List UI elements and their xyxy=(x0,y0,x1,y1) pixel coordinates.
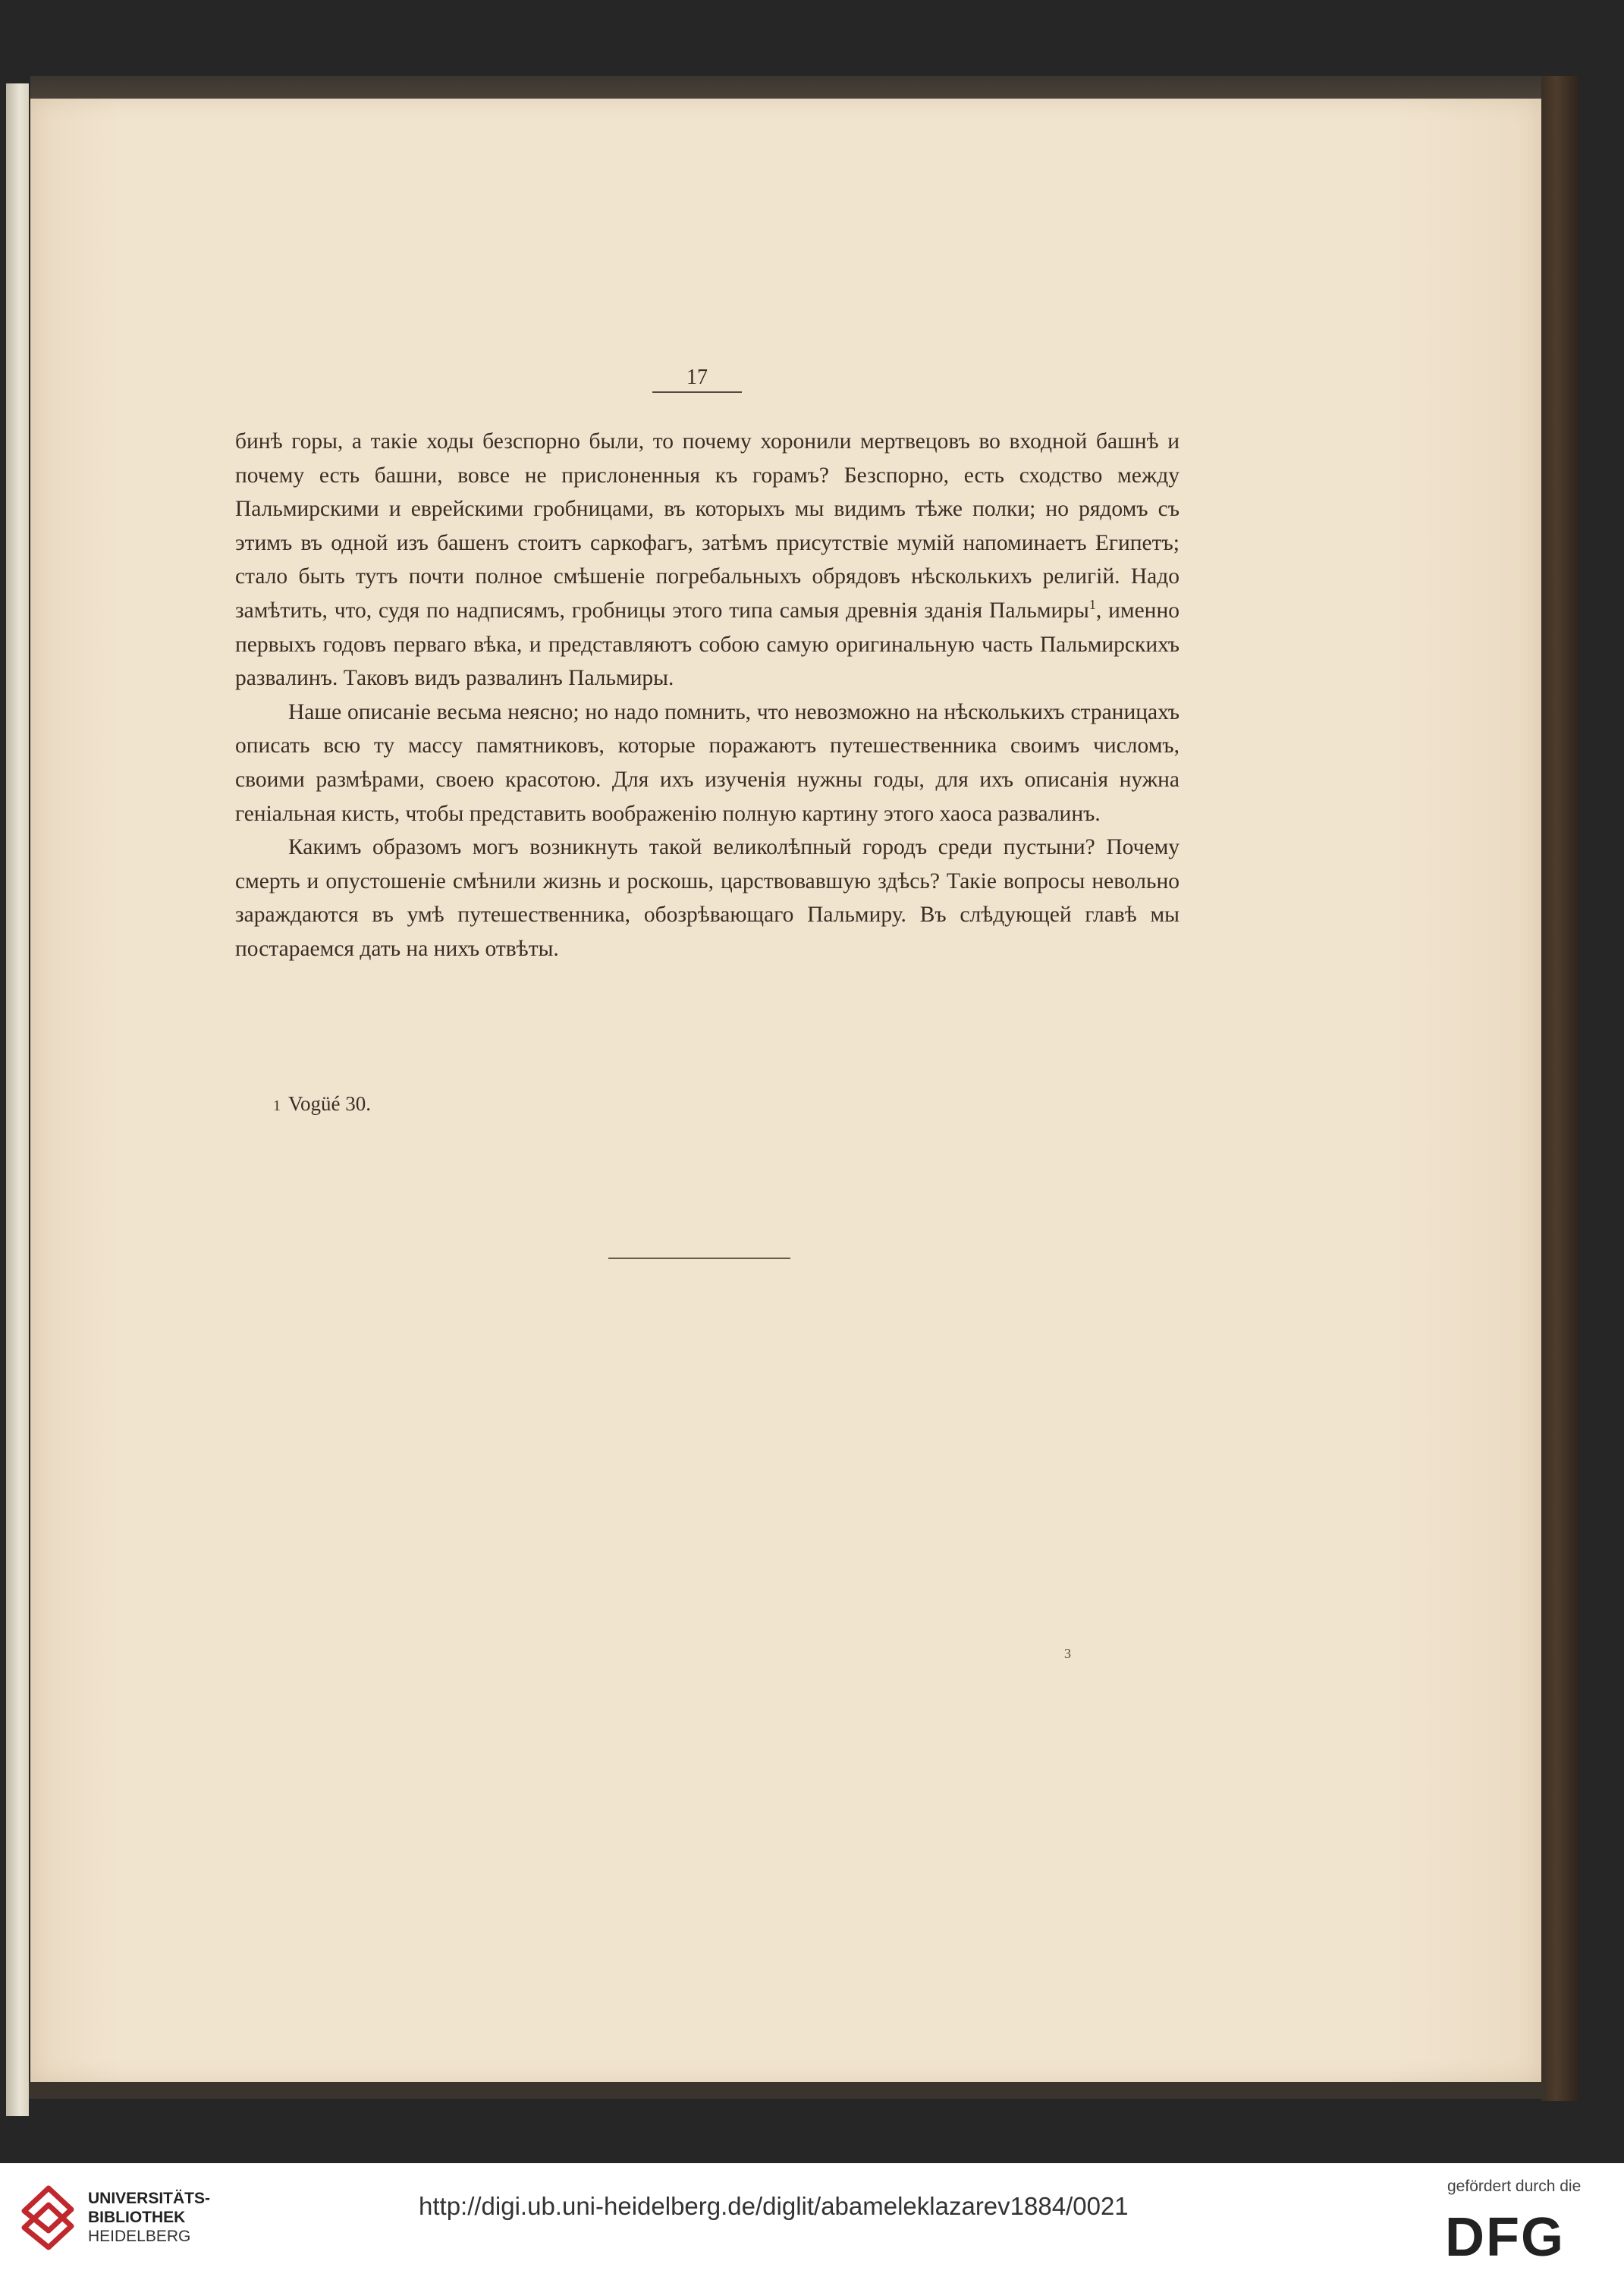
book-page-stack-left xyxy=(6,83,29,2116)
book-cover-right-edge xyxy=(1541,76,1579,2101)
paragraph-2: Наше описаніе весьма неясно; но надо помнить, что невозможно на нѣсколькихъ страницахъ описать всю ту массу памятниковъ, которые поражаютъ путешественника своимъ числомъ, своими размѣрами, своею красотою. Для ихъ изученія нужны годы, для ихъ описанія нужна геніальная кисть, чтобы представить воображенію полную картину этого хаоса развалинъ. xyxy=(235,699,1180,826)
viewer-footer xyxy=(0,2163,1624,2283)
funding-label: gefördert durch die xyxy=(1447,2178,1582,2195)
footnote-mark: 1 xyxy=(273,1098,281,1114)
library-name-line-3: HEIDELBERG xyxy=(88,2228,191,2245)
body-text xyxy=(235,425,1180,966)
printer-signature-mark: 3 xyxy=(1064,1646,1071,1661)
footnote xyxy=(273,1092,371,1116)
library-name-line-2: BIBLIOTHEK xyxy=(88,2209,186,2226)
paragraph-1-text: бинѣ горы, а такіе ходы безспорно были, то почему хоронили мертвецовъ во входной башнѣ и почему есть башни, вовсе не прислоненныя къ горамъ? Безспорно, есть сходство между Пальмирскими и еврейскими гробницами, въ которыхъ мы видимъ тѣже полки; но рядомъ съ этимъ въ одной изъ башенъ стоитъ саркофагъ, затѣмъ присутствіе мумій напоминаетъ Египетъ; стало быть тутъ почти полное смѣшеніе погребальныхъ обрядовъ нѣсколькихъ религій. Надо замѣтить, что, судя по надписямъ, гробницы этого типа самыя древнія зданія Пальмиры xyxy=(235,429,1180,623)
footnote-text: Vogüé 30. xyxy=(288,1092,372,1115)
library-name-line-1: UNIVERSITÄTS- xyxy=(88,2190,211,2207)
university-library-logo-icon xyxy=(18,2181,77,2256)
paragraph-1 xyxy=(235,425,1180,696)
end-of-chapter-rule xyxy=(608,1258,790,1259)
paragraph-1-tail: , именно первыхъ годовъ перваго вѣка, и представляютъ собою самую оригинальную часть Пальмирскихъ развалинъ. Таковъ видъ развалинъ Пальмиры. xyxy=(235,598,1180,691)
permalink-url[interactable]: http://digi.ub.uni-heidelberg.de/diglit/abameleklazarev1884/0021 xyxy=(419,2192,1129,2220)
page-number: 17 xyxy=(652,366,742,393)
book-cover-top-edge xyxy=(30,76,1579,99)
book-cover-bottom-edge xyxy=(29,2082,1546,2099)
dfg-logo: DFG xyxy=(1445,2207,1565,2268)
library-name xyxy=(88,2189,210,2246)
paragraph-3: Какимъ образомъ могъ возникнуть такой великолѣпный городъ среди пустыни? Почему смерть и опустошеніе смѣнили жизнь и роскошь, царствовавшую здѣсь? Такіе вопросы невольно зараждаются въ умѣ путешественника, обозрѣвающаго Пальмиру. Въ слѣдующей главѣ мы постараемся дать на нихъ отвѣты. xyxy=(235,835,1180,961)
footnote-reference: 1 xyxy=(1088,597,1096,613)
book-page xyxy=(30,99,1541,2082)
